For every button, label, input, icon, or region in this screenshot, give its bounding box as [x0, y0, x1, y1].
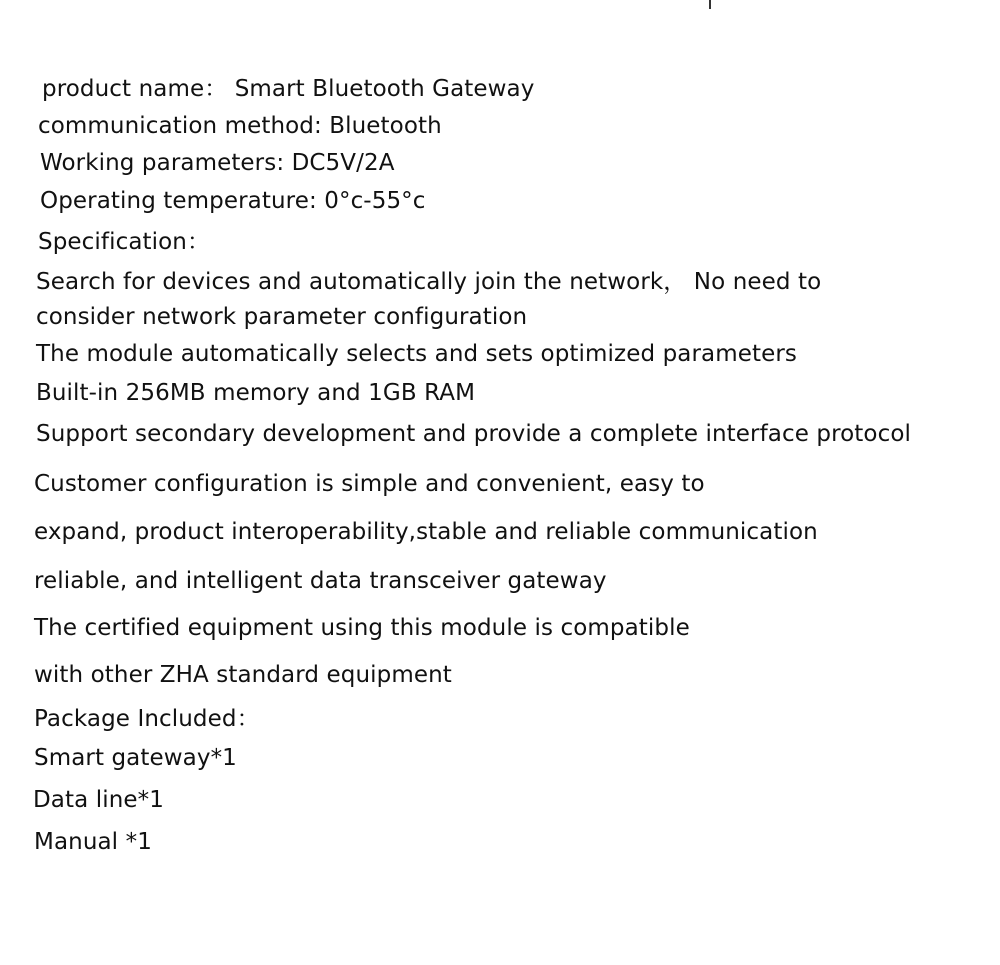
spec-line-secondary-dev: Support secondary development and provide a complete interface protocol: [36, 421, 911, 447]
spec-line-customer-config: Customer configuration is simple and convenient, easy to: [34, 471, 705, 497]
spec-line-search-devices: Search for devices and automatically join the network， No need to: [36, 269, 822, 295]
package-item-data-line: Data line*1: [33, 787, 164, 813]
spec-line-expand: expand, product interoperability,stable and reliable communication: [34, 519, 818, 545]
communication-method-line: communication method: Bluetooth: [38, 113, 442, 139]
spec-line-certified: The certified equipment using this module is compatible: [34, 615, 690, 641]
spec-line-network-config: consider network parameter configuration: [36, 304, 528, 330]
top-tick-mark: [709, 0, 711, 9]
spec-line-optimized-params: The module automatically selects and sets optimized parameters: [36, 341, 797, 367]
specification-heading: Specification：: [38, 229, 211, 255]
package-item-gateway: Smart gateway*1: [34, 745, 237, 771]
spec-line-transceiver: reliable, and intelligent data transceiver gateway: [34, 568, 607, 594]
package-item-manual: Manual *1: [34, 829, 152, 855]
working-parameters-line: Working parameters: DC5V/2A: [40, 150, 395, 176]
operating-temperature-line: Operating temperature: 0°c-55°c: [40, 188, 426, 214]
spec-line-memory: Built-in 256MB memory and 1GB RAM: [36, 380, 476, 406]
package-included-heading: Package Included：: [34, 706, 260, 732]
spec-line-zha: with other ZHA standard equipment: [34, 662, 452, 688]
product-name-line: product name： Smart Bluetooth Gateway: [42, 76, 535, 102]
